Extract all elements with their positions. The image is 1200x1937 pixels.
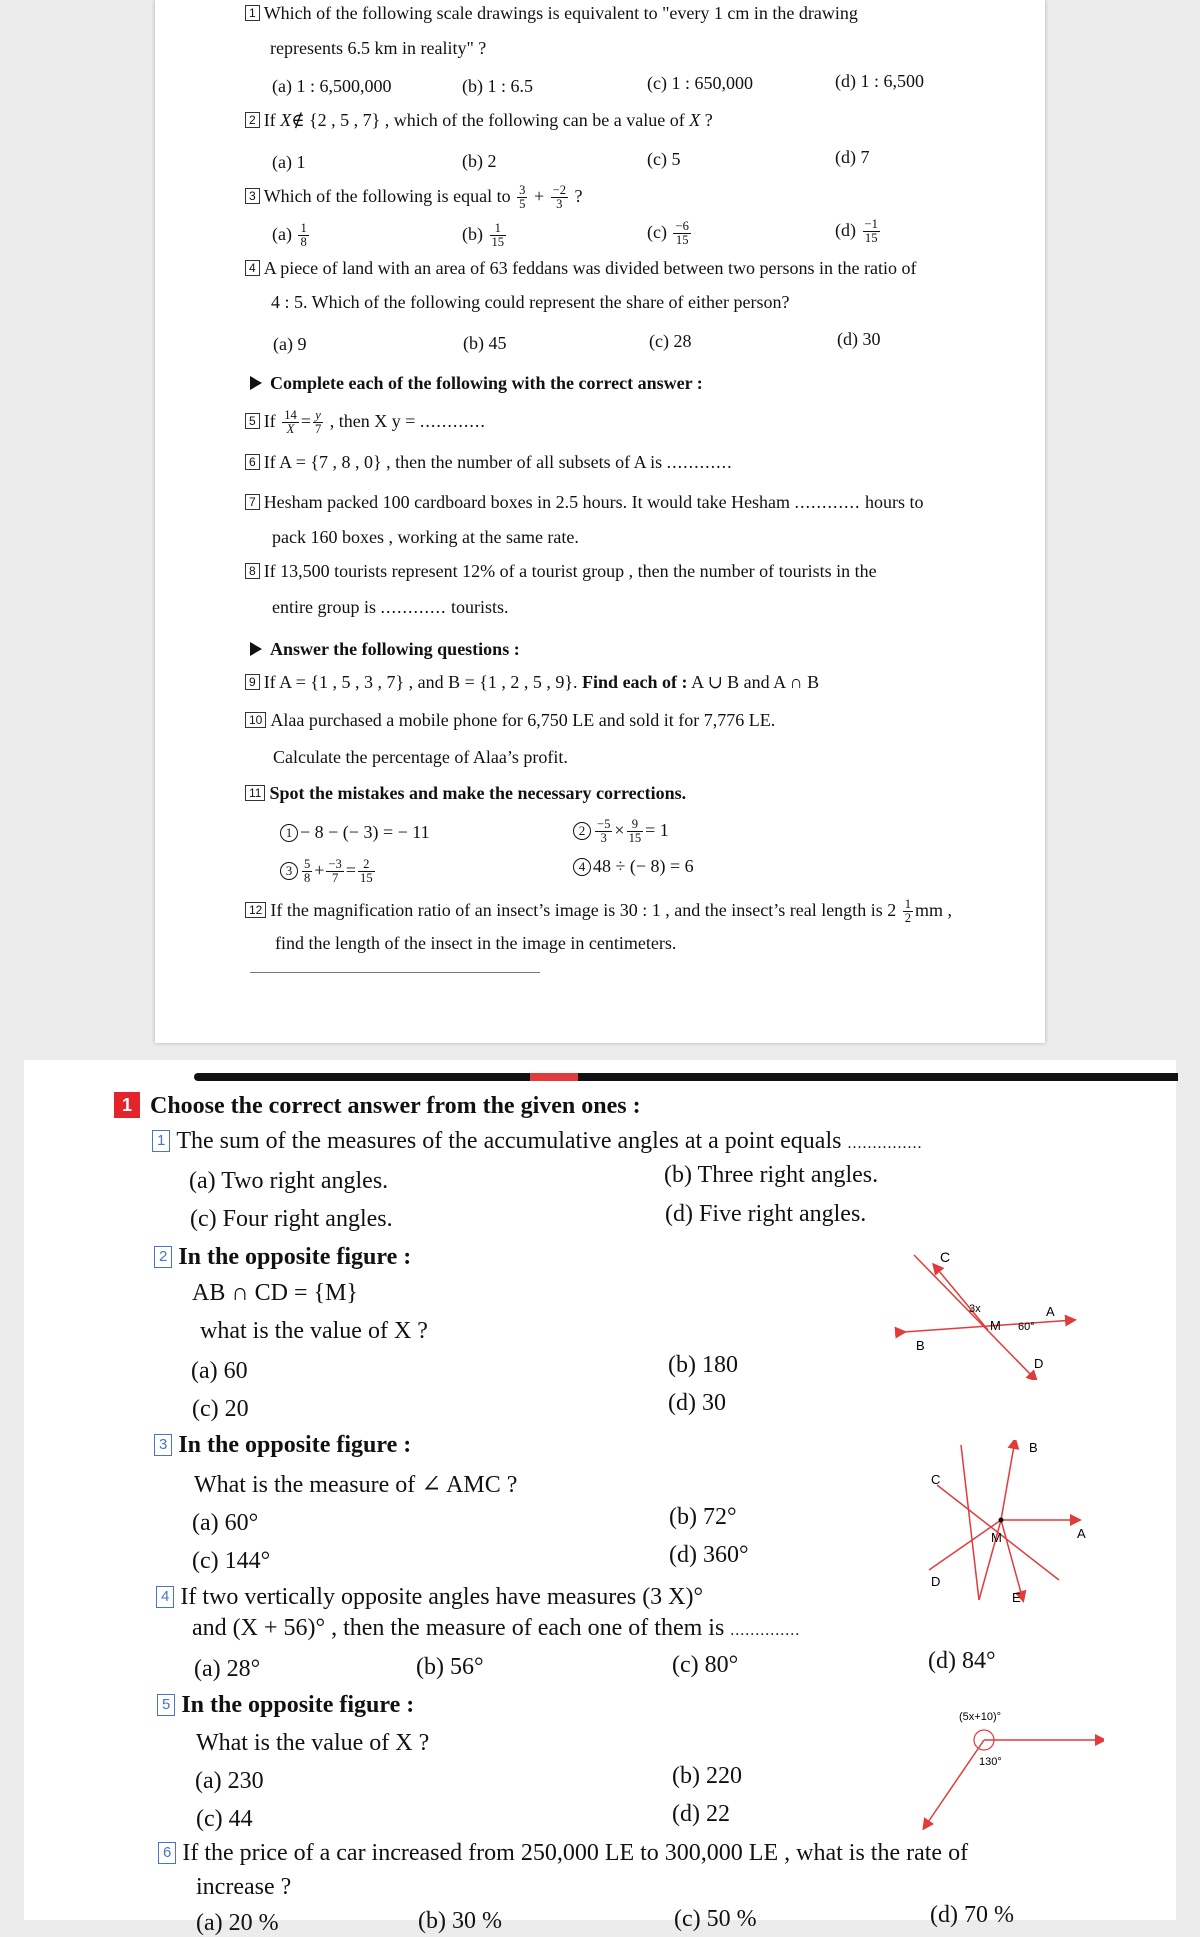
option-d[interactable]: (d) 360° [669,1542,749,1568]
question-4 [156,1584,703,1611]
option-a[interactable]: (a) 1 : 6,500,000 [272,76,392,96]
question-12: 12 If the magnification ratio of an insect’s image is 30 : 1 , and the insect’s real length is 2 $\frac{1}{2}$ mm , [245,898,952,925]
option-c[interactable]: (c) 50 % [674,1906,757,1932]
option-c[interactable]: (c) 28 [649,331,692,351]
question-number: 4 [245,260,260,276]
figure-q5 [904,1700,1104,1830]
angle-label: 130° [979,1756,1002,1768]
worksheet-page-bottom [24,1060,1176,1936]
option-a[interactable]: (a) $\frac{1}{8}$ [272,221,307,250]
question-2 [154,1244,411,1271]
label-a: A [1077,1526,1086,1541]
question-ask: what is the value of X ? [200,1318,428,1344]
question-5 [157,1692,414,1719]
question-mark: ? [574,185,583,206]
question-ask: What is the value of X ? [196,1730,430,1756]
option-b[interactable]: (b) 220 [672,1763,742,1789]
label-e: E [1012,1590,1021,1605]
question-1 [245,3,858,24]
label-d: D [931,1574,941,1589]
option-a[interactable]: (a) 1 [272,152,306,172]
question-mark: ? [704,110,713,130]
top-banner [194,1073,1194,1081]
answer-blank[interactable]: ............... [847,1135,923,1152]
option-b[interactable]: (b) 56° [416,1654,484,1680]
variable: X [689,110,701,130]
question-text-cont: find the length of the insect in the image in centimeters. [275,933,677,953]
option-d[interactable]: (d) 84° [928,1648,996,1674]
option-b[interactable]: (b) 2 [462,151,497,171]
option-a[interactable]: (a) 9 [273,334,307,354]
angle-label: (5x+10)° [959,1711,1002,1723]
label-a: A [1046,1304,1055,1319]
figure-q2 [874,1240,1114,1380]
fraction: $\frac{-2}{3}$ [552,183,566,212]
question-10 [245,710,775,731]
question-text-cont: 4 : 5. Which of the following could represent the share of either person? [271,292,790,312]
question-text: Alaa purchased a mobile phone for 6,750 LE and sold it for 7,776 LE. [270,710,776,730]
label-m: M [991,1530,1002,1545]
question-text: Spot the mistakes and make the necessary corrections. [269,783,687,803]
option-c[interactable]: (c) Four right angles. [190,1206,393,1232]
answer-blank[interactable]: ............ [419,410,486,431]
plus-sign: + [533,185,545,206]
option-d[interactable]: (d) $\frac{-1}{15}$ [835,217,878,246]
question-text: If [263,110,276,130]
question-text: Which of the following is equal to [263,185,511,206]
question-number: 9 [245,674,260,690]
question-3 [154,1432,411,1459]
question-9 [245,672,819,693]
question-number: 10 [245,712,266,728]
heading-text: Answer the following questions : [270,639,520,659]
question-text: If 13,500 tourists represent 12% of a tourist group , then the number of tourists in the [263,561,877,581]
section-number-badge: 1 [114,1092,140,1118]
option-c[interactable]: (c) $\frac{-6}{15}$ [647,219,689,248]
option-d[interactable]: (d) 7 [835,147,870,167]
question-text: A ∪ B and A ∩ B [691,672,820,692]
heading-text: Complete each of the following with the correct answer : [270,373,703,393]
section-heading [250,639,520,660]
option-a[interactable]: (a) 230 [195,1768,264,1794]
option-b[interactable]: (b) $\frac{1}{15}$ [462,221,505,250]
question-instruction: Find each of : [582,672,688,692]
question-text: and (X + 56)° , then the measure of each one of them is [192,1615,725,1641]
label-b: B [916,1338,925,1353]
question-text: If two vertically opposite angles have measures (3 X)° [180,1584,704,1610]
question-number: 7 [245,494,260,510]
question-text-cont: represents 6.5 km in reality" ? [270,38,487,58]
question-3 [245,184,583,211]
worksheet-page-top [155,0,1045,1043]
option-b[interactable]: (b) 30 % [418,1908,502,1934]
question-text: If [263,410,276,431]
question-text-cont: Calculate the percentage of Alaa’s profit. [273,747,568,767]
question-text-cont: pack 160 boxes , working at the same rate. [272,527,579,547]
angle-label: 60° [1018,1321,1035,1333]
question-text: The sum of the measures of the accumulative angles at a point equals [176,1128,842,1154]
question-6 [158,1840,968,1867]
option-c[interactable]: (c) 5 [647,149,681,169]
option-b[interactable]: (b) 45 [463,333,507,353]
option-d[interactable]: (d) 70 % [930,1902,1014,1928]
option-c[interactable]: (c) 20 [192,1396,249,1422]
section-heading [250,373,703,394]
option-a[interactable]: (a) 60 [191,1358,248,1384]
question-number: 12 [245,902,266,918]
option-a[interactable]: (a) 20 % [196,1910,279,1936]
fraction: $\frac{3}{5}$ [519,183,526,212]
question-text: Which of the following scale drawings is equivalent to "every 1 cm in the drawing [263,3,858,23]
label-d: D [1034,1356,1044,1371]
question-text: If A = {7 , 8 , 0} , then the number of all subsets of A is [263,452,663,472]
label-c: C [940,1249,951,1265]
option-d[interactable]: (d) 30 [837,329,881,349]
question-text: If the magnification ratio of an insect’s image is 30 : 1 , and the insect’s real length is 2 [270,899,897,920]
figure-q3 [879,1440,1099,1650]
item-4: 4 48 ÷ (− 8) = 6 [573,856,694,877]
question-number: 6 [158,1842,176,1864]
option-d[interactable]: (d) 1 : 6,500 [835,71,924,91]
option-b[interactable]: (b) 1 : 6.5 [462,76,533,96]
question-number: 11 [245,785,265,801]
section-title-text: Choose the correct answer from the given ones : [150,1093,641,1119]
question-number: 3 [245,188,260,204]
question-4 [245,258,917,279]
question-6 [245,452,733,473]
divider [250,972,540,973]
option-d[interactable]: (d) 30 [668,1390,726,1416]
option-b[interactable]: (b) 72° [669,1504,737,1530]
option-a[interactable]: (a) 60° [192,1510,259,1536]
question-text-cont: increase ? [196,1874,292,1900]
question-number: 6 [245,454,260,470]
question-number: 2 [154,1246,172,1268]
question-title: In the opposite figure : [178,1244,412,1270]
question-text-cont [272,597,509,618]
label-b: B [1029,1440,1038,1455]
question-text: If A = {1 , 5 , 3 , 7} , and B = {1 , 2 , 5 , 9}. [263,672,578,692]
question-text-cont [192,1615,800,1642]
angle-label: 3x [969,1303,981,1315]
triangle-bullet-icon [250,642,262,656]
question-text: Hesham packed 100 cardboard boxes in 2.5 hours. It would take Hesham [263,492,791,512]
option-a[interactable]: (a) 28° [194,1656,261,1682]
option-c[interactable]: (c) 144° [192,1548,271,1574]
question-8 [245,561,877,582]
answer-blank[interactable]: ............ [666,452,733,472]
question-5: 5 If $\frac{14}{X}$ = $\frac{y}{7}$ , then X y = ............ [245,409,486,436]
question-text: ∉ {2 , 5 , 7} , which of the following can be a value of [291,110,685,130]
option-d[interactable]: (d) 22 [672,1801,730,1827]
label-c: C [931,1472,941,1487]
option-d[interactable]: (d) Five right angles. [665,1201,867,1227]
question-7 [245,492,924,513]
item-3: 3 $\frac{5}{8}$ + $\frac{-3}{7}$ = $\frac{2}{15}$ [280,858,377,885]
question-number: 4 [156,1586,174,1608]
question-text: tourists. [450,597,509,617]
question-title: In the opposite figure : [181,1692,415,1718]
question-number: 3 [154,1434,172,1456]
option-a[interactable]: (a) Two right angles. [189,1168,389,1194]
question-11 [245,783,686,804]
question-number: 8 [245,563,260,579]
answer-blank[interactable]: ............ [380,597,447,617]
label-m: M [990,1318,1001,1333]
answer-blank[interactable]: .............. [730,1622,801,1639]
question-number: 5 [245,413,260,429]
question-ask: What is the measure of ∠ AMC ? [194,1472,518,1498]
option-c[interactable]: (c) 1 : 650,000 [647,73,753,93]
set-statement: AB ∩ CD = {M} [192,1280,358,1306]
item-1: 1 − 8 − (− 3) = − 11 [280,822,430,843]
question-text: A piece of land with an area of 63 feddans was divided between two persons in the ratio of [263,258,917,278]
question-number: 5 [157,1694,175,1716]
option-b[interactable]: (b) 180 [668,1352,738,1378]
question-text: , then X y = [329,410,416,431]
triangle-bullet-icon [250,376,262,390]
item-2: 2 $\frac{-5}{3}$ × $\frac{9}{15}$ = 1 [573,818,669,845]
question-text: hours to [865,492,924,512]
question-number: 1 [152,1130,170,1152]
question-2 [245,110,713,131]
option-c[interactable]: (c) 80° [672,1652,739,1678]
question-1 [152,1128,922,1155]
question-number: 1 [245,5,260,21]
variable: X [280,110,292,130]
question-number: 2 [245,112,260,128]
question-text: entire group is [272,597,376,617]
answer-blank[interactable]: ............ [794,492,861,512]
option-b[interactable]: (b) Three right angles. [664,1162,879,1188]
question-text: If the price of a car increased from 250,000 LE to 300,000 LE , what is the rate of [182,1840,969,1866]
option-c[interactable]: (c) 44 [196,1806,253,1832]
question-title: In the opposite figure : [178,1432,412,1458]
section-title [114,1092,641,1120]
